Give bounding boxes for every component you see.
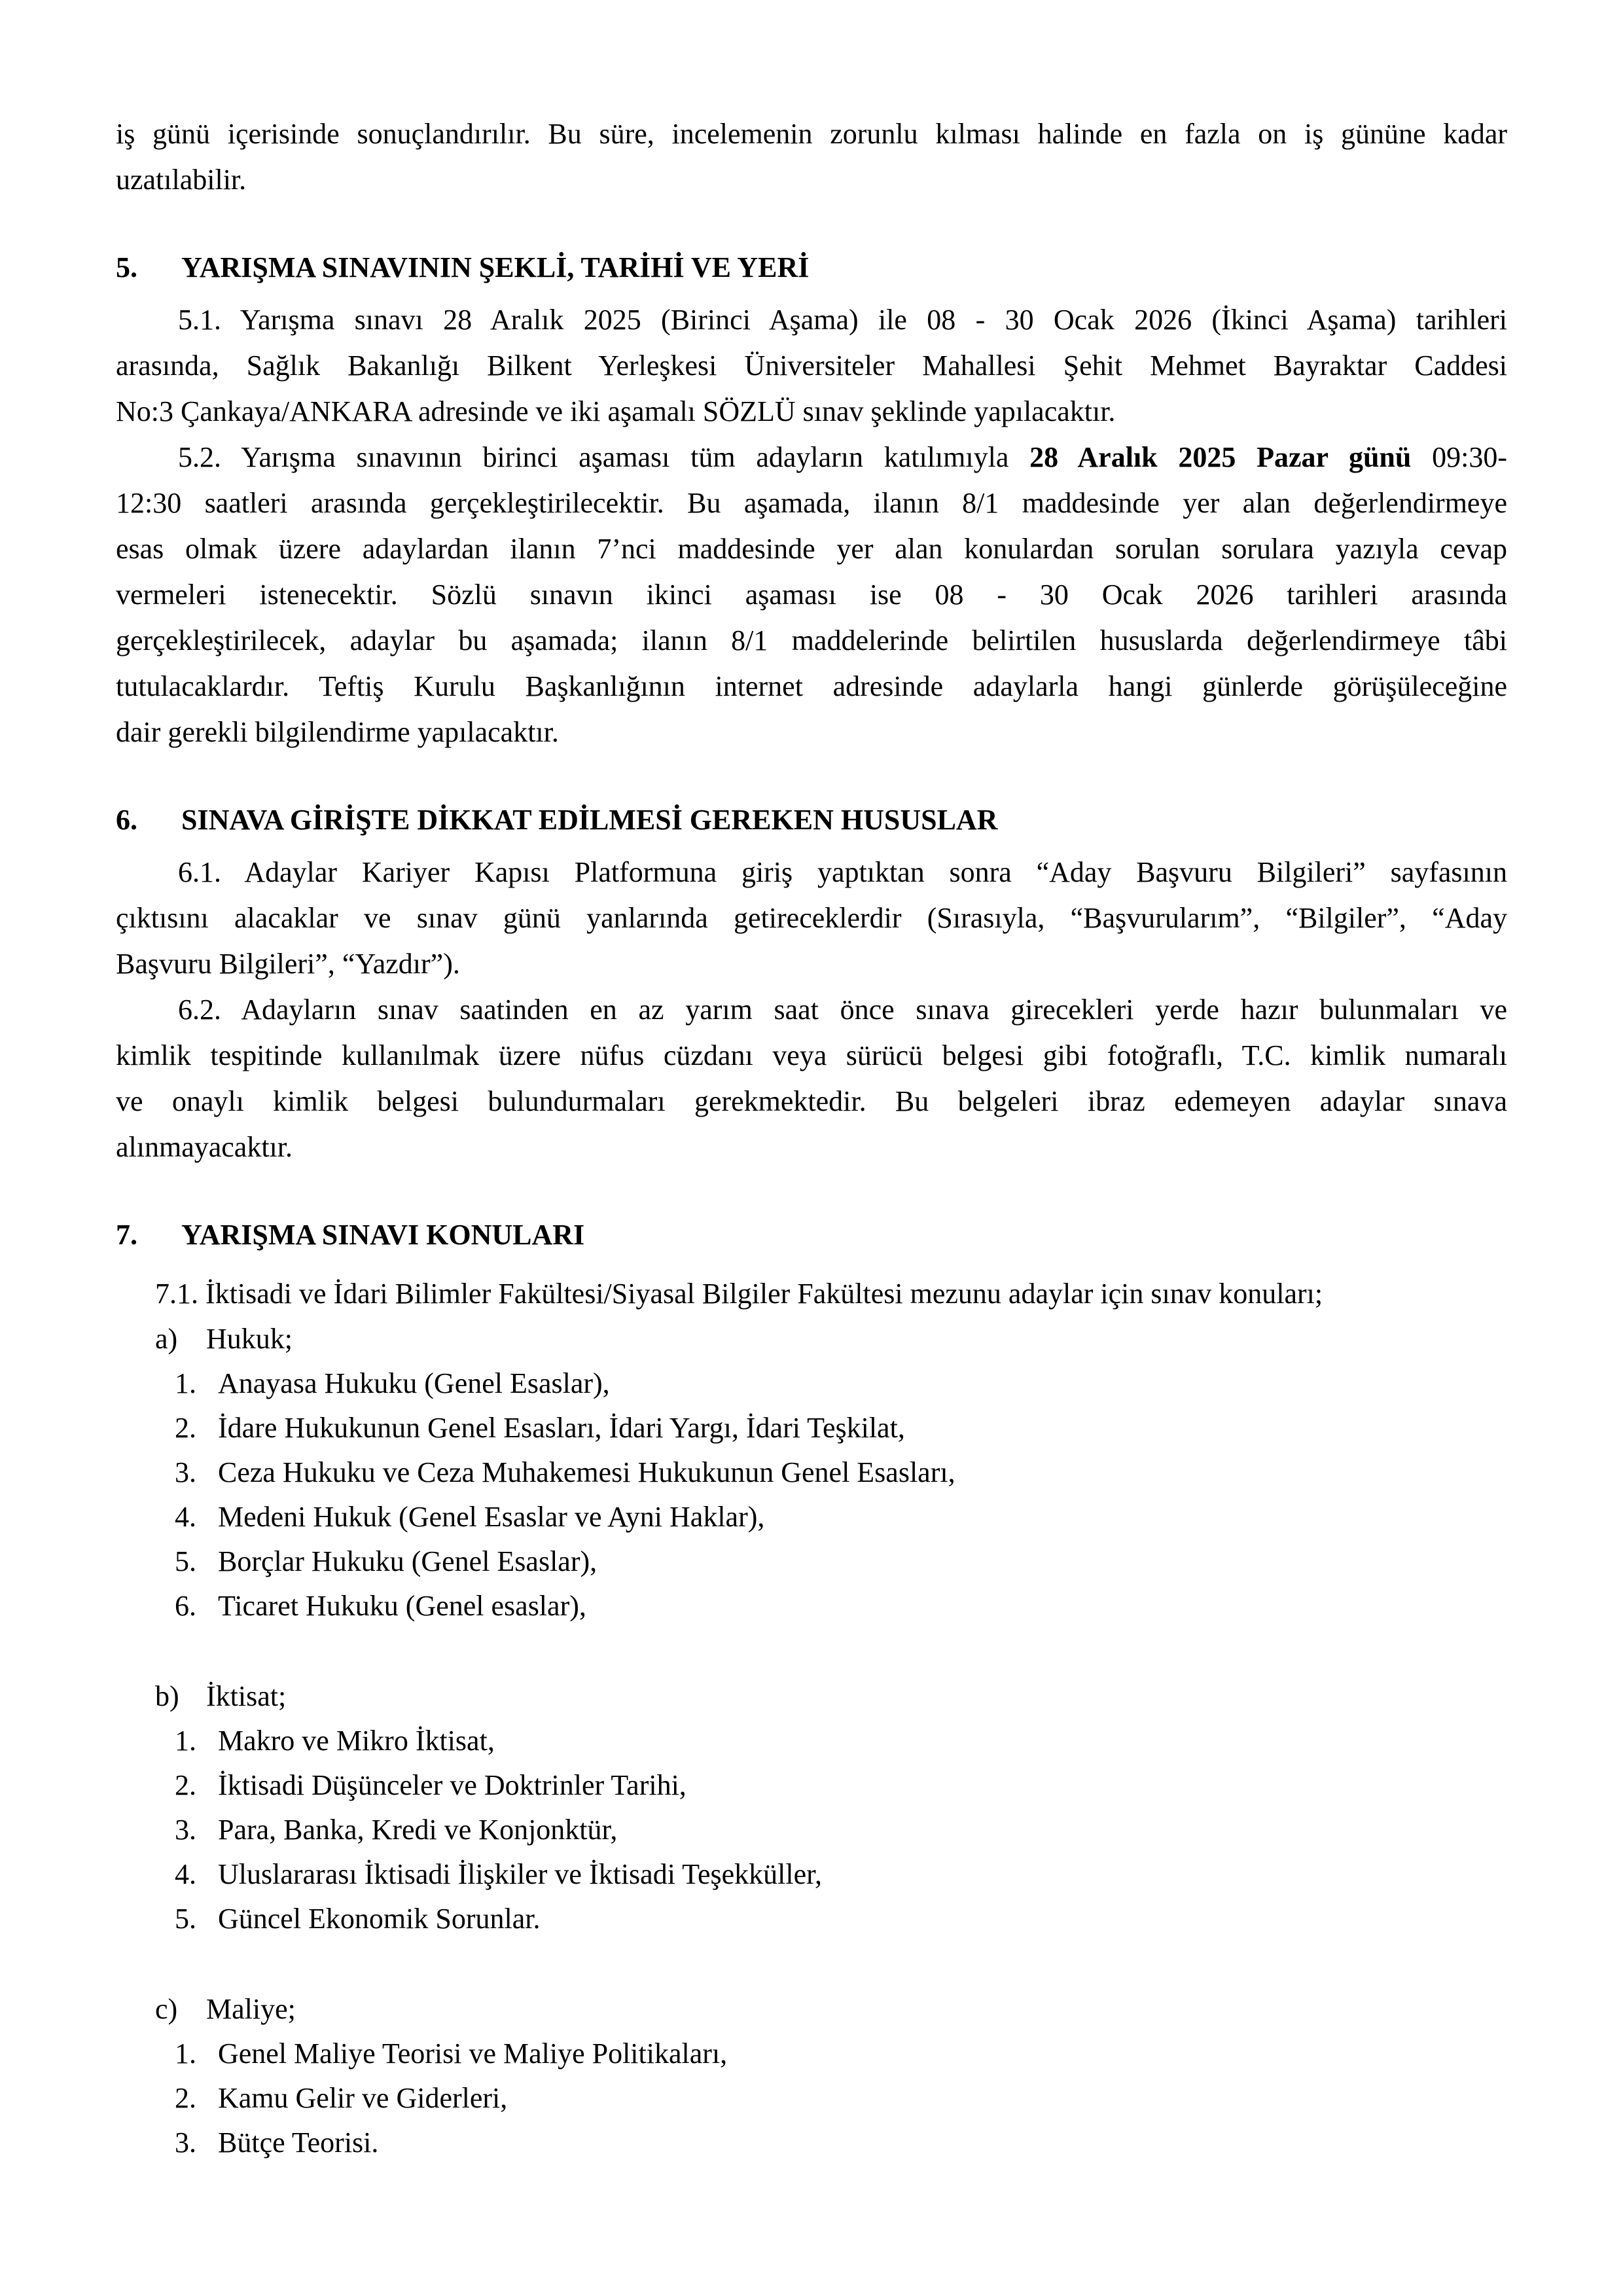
list-item-text: Bütçe Teorisi.: [218, 2126, 379, 2159]
paragraph-line: [116, 480, 1507, 526]
heading-title: YARIŞMA SINAVININ ŞEKLİ, TARİHİ VE YERİ: [181, 251, 810, 283]
paragraph-line: [116, 664, 1507, 709]
list-marker: 3.: [175, 2126, 196, 2159]
list-item: [116, 1539, 1507, 1584]
paragraph-line: [116, 709, 1507, 755]
list-item-text: İktisat;: [206, 1680, 287, 1712]
list-item-text: Medeni Hukuk (Genel Esaslar ve Ayni Haklar),: [218, 1501, 765, 1533]
list-item-text: Ceza Hukuku ve Ceza Muhakemesi Hukukunun Genel Esasları,: [218, 1456, 955, 1488]
text-run: esas olmak üzere adaylardan ilanın 7’nci maddesinde yer alan konulardan sorulan sorulara yazıyla cevap: [116, 533, 1507, 565]
list-marker: 4.: [175, 1501, 196, 1533]
list-item: [116, 1719, 1507, 1763]
list-item: [116, 1317, 1507, 1361]
paragraph-line: [116, 111, 1507, 157]
section-heading: [116, 1212, 1507, 1258]
list-item-text: İdare Hukukunun Genel Esasları, İdari Yargı, İdari Teşkilat,: [218, 1412, 905, 1444]
paragraph-line: [155, 1271, 1507, 1317]
list-item-text: Makro ve Mikro İktisat,: [218, 1725, 495, 1757]
heading-title: YARIŞMA SINAVI KONULARI: [181, 1219, 585, 1251]
list-item: [116, 1674, 1507, 1719]
list-marker: 1.: [175, 1725, 196, 1757]
list-marker: 5.: [175, 1903, 196, 1935]
list-marker: 4.: [175, 1858, 196, 1890]
section-heading: [116, 245, 1507, 291]
text-run: 6.2. Adayların sınav saatinden en az yarım saat önce sınava girecekleri yerde hazır bulunmaları ve: [178, 994, 1507, 1026]
list-item: [116, 2121, 1507, 2165]
paragraph-line: [116, 572, 1507, 618]
paragraph-line: [116, 389, 1507, 435]
list-item: [116, 1808, 1507, 1852]
list-item: [116, 2032, 1507, 2076]
list-item: [116, 1406, 1507, 1450]
list-marker: 1.: [175, 1367, 196, 1399]
paragraph: [116, 987, 1507, 1170]
list-item: [116, 1361, 1507, 1406]
paragraph-line: [116, 157, 1507, 203]
list-marker: b): [155, 1680, 179, 1712]
heading-number: 5.: [116, 251, 137, 283]
paragraph-line: [116, 1033, 1507, 1079]
list-item-text: Genel Maliye Teorisi ve Maliye Politikaları,: [218, 2037, 728, 2070]
list-marker: 3.: [175, 1456, 196, 1488]
list-item-text: Hukuk;: [206, 1323, 293, 1355]
paragraph-line: [116, 343, 1507, 389]
list-item-text: İktisadi Düşünceler ve Doktrinler Tarihi,: [218, 1769, 687, 1801]
paragraph-line: [116, 850, 1507, 895]
text-run: dair gerekli bilgilendirme yapılacaktır.: [116, 716, 559, 748]
document-content: [116, 111, 1507, 2165]
list-item-text: Ticaret Hukuku (Genel esaslar),: [218, 1590, 586, 1622]
heading-title: SINAVA GİRİŞTE DİKKAT EDİLMESİ GEREKEN HUSUSLAR: [181, 804, 998, 836]
paragraph-line: [116, 1124, 1507, 1170]
list-item-text: Güncel Ekonomik Sorunlar.: [218, 1903, 541, 1935]
blank-line: [116, 1628, 1507, 1674]
text-run: çıktısını alacaklar ve sınav günü yanlarında getireceklerdir (Sırasıyla, “Başvurularım”, “Bilgiler”, “Aday: [116, 902, 1507, 934]
text-run: alınmayacaktır.: [116, 1131, 293, 1163]
paragraph-line: [116, 297, 1507, 343]
heading-number: 6.: [116, 804, 137, 836]
text-run: 6.1. Adaylar Kariyer Kapısı Platformuna giriş yaptıktan sonra “Aday Başvuru Bilgileri” sayfasının: [178, 856, 1507, 888]
list-item-text: Maliye;: [206, 1993, 296, 2025]
paragraph: [116, 297, 1507, 435]
list-item: [116, 2076, 1507, 2121]
heading-number: 7.: [116, 1219, 137, 1251]
paragraph-line: [116, 941, 1507, 987]
paragraph: [116, 111, 1507, 203]
text-run: 7.1. İktisadi ve İdari Bilimler Fakültesi/Siyasal Bilgiler Fakültesi mezunu adaylar için sınav konuları;: [155, 1278, 1323, 1310]
paragraph-line: [116, 895, 1507, 941]
list-marker: c): [155, 1993, 178, 2025]
paragraph-line: [116, 526, 1507, 572]
paragraph: [116, 435, 1507, 755]
list-item-text: Anayasa Hukuku (Genel Esaslar),: [218, 1367, 610, 1399]
text-run: No:3 Çankaya/ANKARA adresinde ve iki aşamalı SÖZLÜ sınav şeklinde yapılacaktır.: [116, 395, 1116, 427]
text-run: 5.1. Yarışma sınavı 28 Aralık 2025 (Birinci Aşama) ile 08 - 30 Ocak 2026 (İkinci Aşama) tarihleri: [178, 304, 1507, 336]
text-run: uzatılabilir.: [116, 164, 247, 196]
bold-text-run: 28 Aralık 2025 Pazar günü: [1029, 441, 1412, 473]
list-marker: a): [155, 1323, 178, 1355]
text-run: ve onaylı kimlik belgesi bulundurmaları gerekmektedir. Bu belgeleri ibraz edemeyen adaylar sınava: [116, 1085, 1507, 1117]
text-run: gerçekleştirilecek, adaylar bu aşamada; ilanın 8/1 maddelerinde belirtilen hususlarda değerlendirmeye tâbi: [116, 624, 1507, 656]
list-marker: 2.: [175, 2082, 196, 2114]
list-marker: 2.: [175, 1769, 196, 1801]
list-item: [116, 1584, 1507, 1628]
list-item: [116, 1852, 1507, 1897]
paragraph: [116, 1271, 1507, 1317]
text-run: Başvuru Bilgileri”, “Yazdır”).: [116, 948, 460, 980]
list-item: [116, 1763, 1507, 1808]
list-marker: 2.: [175, 1412, 196, 1444]
text-run: kimlik tespitinde kullanılmak üzere nüfus cüzdanı veya sürücü belgesi gibi fotoğraflı, T.C. kimlik numaralı: [116, 1039, 1507, 1071]
list-item: [116, 1495, 1507, 1539]
text-run: arasında, Sağlık Bakanlığı Bilkent Yerleşkesi Üniversiteler Mahallesi Şehit Mehmet Bayraktar Caddesi: [116, 350, 1507, 382]
list-marker: 3.: [175, 1814, 196, 1846]
list-marker: 1.: [175, 2037, 196, 2070]
text-run: iş günü içerisinde sonuçlandırılır. Bu süre, incelemenin zorunlu kılması halinde en fazla on iş gününe kadar: [116, 118, 1507, 150]
paragraph-line: [116, 618, 1507, 664]
section-heading: [116, 797, 1507, 843]
text-run: 09:30-: [1411, 441, 1507, 473]
blank-line: [116, 1941, 1507, 1987]
list-item-text: Borçlar Hukuku (Genel Esaslar),: [218, 1545, 597, 1577]
text-run: 5.2. Yarışma sınavının birinci aşaması tüm adayların katılımıyla: [178, 441, 1030, 473]
list-item: [116, 1450, 1507, 1495]
list-item-text: Kamu Gelir ve Giderleri,: [218, 2082, 508, 2114]
text-run: tutulacaklardır. Teftiş Kurulu Başkanlığının internet adresinde adaylarla hangi günlerde görüşüleceğine: [116, 670, 1507, 702]
list-item-text: Uluslararası İktisadi İlişkiler ve İktisadi Teşekküller,: [218, 1858, 822, 1890]
list-marker: 5.: [175, 1545, 196, 1577]
list-item: [116, 1897, 1507, 1941]
paragraph-line: [116, 1079, 1507, 1124]
list-item: [116, 1987, 1507, 2032]
paragraph-line: [116, 435, 1507, 480]
list-marker: 6.: [175, 1590, 196, 1622]
paragraph-line: [116, 987, 1507, 1033]
text-run: 12:30 saatleri arasında gerçekleştirilecektir. Bu aşamada, ilanın 8/1 maddesinde yer alan değerlendirmeye: [116, 487, 1507, 519]
paragraph: [116, 850, 1507, 987]
list-item-text: Para, Banka, Kredi ve Konjonktür,: [218, 1814, 618, 1846]
text-run: vermeleri istenecektir. Sözlü sınavın ikinci aşaması ise 08 - 30 Ocak 2026 tarihleri arasında: [116, 579, 1507, 611]
